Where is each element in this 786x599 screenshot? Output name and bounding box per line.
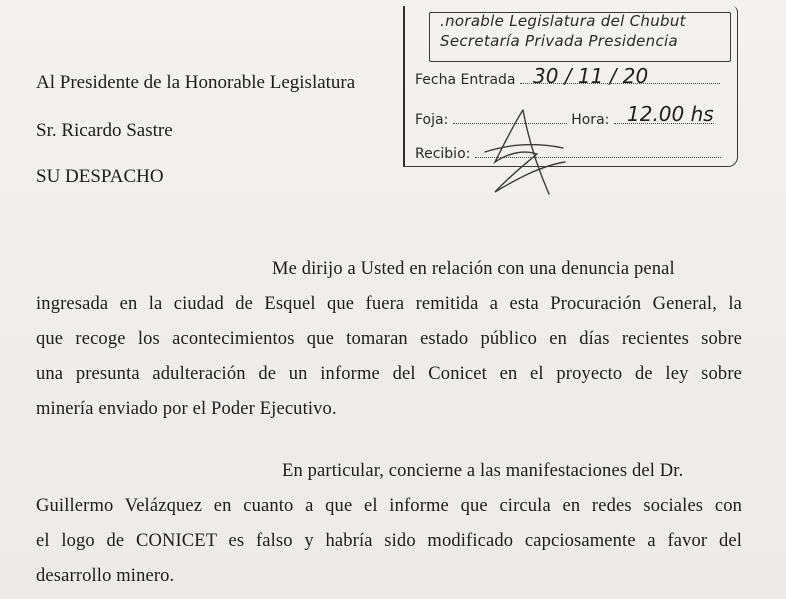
addressee-line-3: SU DESPACHO xyxy=(36,166,164,187)
paragraph-1-line-2: ingresada en la ciudad de Esquel que fuera remitida a esta Procuración General, la xyxy=(36,294,742,314)
stamp-office: Secretaría Privada Presidencia xyxy=(440,32,678,50)
stamp-fecha-label: Fecha Entrada xyxy=(415,72,516,88)
addressee-line-2: Sr. Ricardo Sastre xyxy=(36,120,173,141)
stamp-hora-handwritten: 12.00 hs xyxy=(627,102,714,126)
paragraph-1-line-3: que recoge los acontecimientos que tomaran estado público en días recientes sobre xyxy=(36,329,742,349)
paragraph-1-line-5: minería enviado por el Poder Ejecutivo. xyxy=(36,399,337,419)
body-paragraph-1 xyxy=(36,252,752,427)
paragraph-2-line-4: desarrollo minero. xyxy=(36,566,175,586)
paragraph-1-line-4: una presunta adulteración de un informe del Conicet en el proyecto de ley sobre xyxy=(36,364,742,384)
paragraph-2-line-2: Guillermo Velázquez en cuanto a que el informe que circula en redes sociales con xyxy=(36,496,742,516)
reception-stamp xyxy=(403,6,738,167)
stamp-fecha-handwritten: 30 / 11 / 20 xyxy=(533,64,649,88)
stamp-institution: .norable Legislatura del Chubut xyxy=(440,12,686,30)
paragraph-1-line-1: Me dirijo a Usted en relación con una denuncia penal xyxy=(272,259,675,279)
stamp-hora-label: Hora: xyxy=(571,112,610,128)
signature-mark xyxy=(465,102,575,202)
paragraph-2-line-3: el logo de CONICET es falso y habría sido modificado capciosamente a favor del xyxy=(36,531,742,551)
stamp-foja-label: Foja: xyxy=(415,112,449,128)
addressee-line-1: Al Presidente de la Honorable Legislatura xyxy=(36,72,356,93)
stamp-recibio-label: Recibio: xyxy=(415,146,471,162)
paragraph-2-line-1: En particular, concierne a las manifestaciones del Dr. xyxy=(282,461,684,481)
body-paragraph-2 xyxy=(36,454,752,594)
